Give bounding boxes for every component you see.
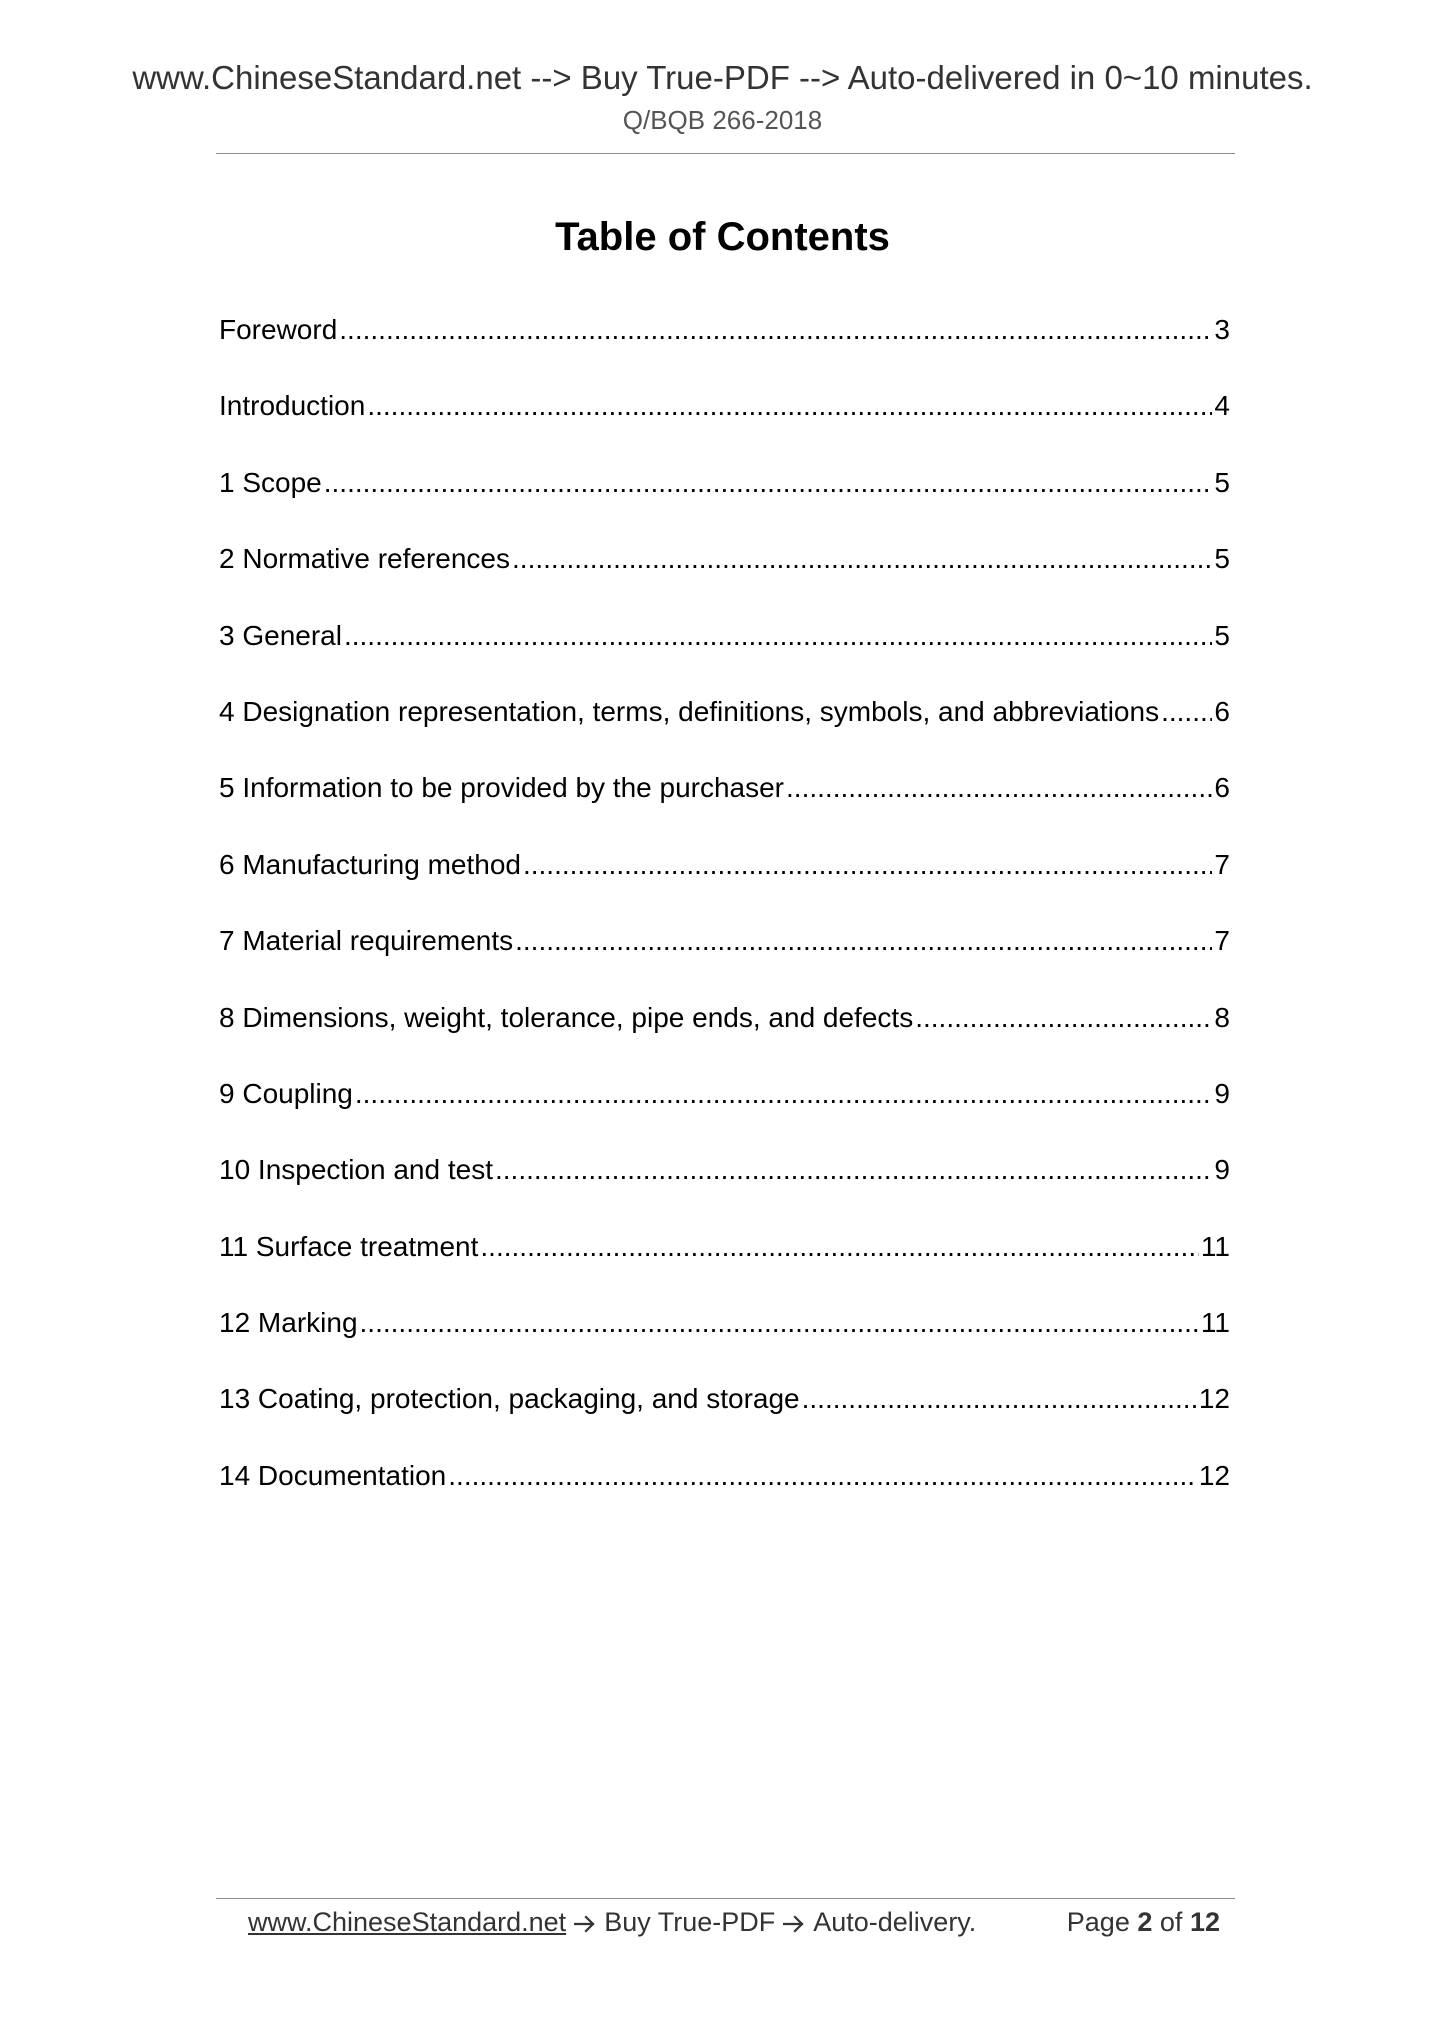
toc-entry[interactable] — [219, 692, 1230, 768]
header-divider — [216, 153, 1235, 154]
toc-leader-dots — [339, 310, 1212, 350]
toc-entry[interactable] — [219, 386, 1230, 462]
toc-leader-dots — [355, 1074, 1213, 1114]
toc-entry-page: 7 — [1214, 925, 1230, 957]
toc-entry[interactable] — [219, 310, 1230, 386]
toc-entry-label: 6 Manufacturing method — [219, 848, 521, 880]
footer-site-link[interactable]: www.ChineseStandard.net — [248, 1907, 567, 1937]
toc-entry[interactable] — [219, 921, 1230, 997]
toc-entry-label: 1 Scope — [219, 466, 322, 498]
toc-leader-dots — [515, 921, 1212, 961]
toc-entry[interactable] — [219, 1227, 1230, 1303]
toc-title: Table of Contents — [555, 215, 890, 259]
right-arrow-icon-svg — [783, 1915, 805, 1933]
toc-leader-dots — [480, 1227, 1199, 1267]
toc-entry[interactable] — [219, 1379, 1230, 1455]
toc-entry-page: 6 — [1214, 695, 1230, 727]
right-arrow-icon-svg — [574, 1915, 596, 1933]
toc-entry-page: 5 — [1214, 619, 1230, 651]
toc-entry-page: 9 — [1214, 1077, 1230, 1109]
toc-entry-label: 14 Documentation — [219, 1459, 447, 1491]
toc-entry-label: 9 Coupling — [219, 1077, 353, 1109]
toc-entry[interactable] — [219, 768, 1230, 844]
toc-leader-dots — [802, 1379, 1197, 1419]
toc-entry-page: 4 — [1214, 390, 1230, 422]
page-total: 12 — [1189, 1907, 1220, 1937]
toc-leader-dots — [360, 1303, 1199, 1343]
toc-entry-label: 3 General — [219, 619, 342, 651]
page-word: Page — [1066, 1907, 1130, 1937]
toc-leader-dots — [915, 998, 1212, 1038]
toc-entry-label: 10 Inspection and test — [219, 1154, 493, 1186]
toc-entry-page: 12 — [1198, 1459, 1230, 1491]
toc-entry-page: 3 — [1214, 314, 1230, 345]
toc-leader-dots — [367, 386, 1212, 426]
toc-entry[interactable] — [219, 1456, 1230, 1532]
toc-leader-dots — [448, 1456, 1197, 1496]
toc-entry-page: 8 — [1214, 1001, 1230, 1033]
toc-leader-dots — [1161, 692, 1212, 732]
toc-entry[interactable] — [219, 539, 1230, 615]
toc-entry[interactable] — [219, 463, 1230, 539]
of-word: of — [1159, 1907, 1183, 1937]
toc-entry-page: 5 — [1214, 466, 1230, 498]
footer-divider — [216, 1898, 1235, 1899]
toc-entry-page: 6 — [1214, 772, 1230, 804]
page-current: 2 — [1137, 1907, 1153, 1937]
toc-entry-label: Foreword — [219, 314, 338, 345]
footer-delivery-text: Auto-delivery. — [813, 1907, 977, 1937]
toc-entry-label: 13 Coating, protection, packaging, and storage — [219, 1383, 800, 1415]
toc-leader-dots — [495, 1150, 1212, 1190]
toc-entry-label: 2 Normative references — [219, 543, 511, 575]
toc-entry-label: 5 Information to be provided by the purchaser — [219, 772, 785, 804]
toc-entry-page: 9 — [1214, 1154, 1230, 1186]
toc-leader-dots — [344, 616, 1212, 656]
toc-leader-dots — [512, 539, 1212, 579]
right-arrow-icon — [783, 1902, 805, 1942]
toc-entry-label: 11 Surface treatment — [219, 1230, 479, 1262]
toc-entry[interactable] — [219, 845, 1230, 921]
toc-leader-dots — [523, 845, 1212, 885]
header-banner: www.ChineseStandard.net --> Buy True-PDF --> Auto-delivered in 0~10 minutes. — [132, 59, 1313, 96]
toc-entry-page: 12 — [1198, 1383, 1230, 1415]
toc-entry[interactable] — [219, 1150, 1230, 1226]
toc-leader-dots — [786, 768, 1212, 808]
toc-entry[interactable] — [219, 1303, 1230, 1379]
page-number — [1067, 1902, 1220, 1942]
toc-entry-label: 12 Marking — [219, 1307, 358, 1339]
document-id: Q/BQB 266-2018 — [622, 105, 823, 135]
toc-entry-page: 11 — [1200, 1230, 1230, 1262]
footer-buy-text: Buy True-PDF — [604, 1907, 776, 1937]
toc-list — [219, 310, 1230, 1532]
toc-entry-page: 11 — [1200, 1307, 1230, 1339]
toc-entry-label: Introduction — [219, 390, 366, 422]
toc-entry-label: 4 Designation representation, terms, definitions, symbols, and abbreviations — [219, 695, 1160, 727]
right-arrow-icon — [574, 1902, 596, 1942]
toc-entry-page: 7 — [1214, 848, 1230, 880]
toc-entry[interactable] — [219, 616, 1230, 692]
toc-entry-label: 8 Dimensions, weight, tolerance, pipe ends, and defects — [219, 1001, 914, 1033]
toc-entry-label: 7 Material requirements — [219, 925, 514, 957]
page-footer — [248, 1902, 1220, 1942]
footer-promo — [248, 1902, 976, 1942]
toc-leader-dots — [324, 463, 1213, 503]
toc-entry[interactable] — [219, 998, 1230, 1074]
toc-entry[interactable] — [219, 1074, 1230, 1150]
toc-entry-page: 5 — [1214, 543, 1230, 575]
